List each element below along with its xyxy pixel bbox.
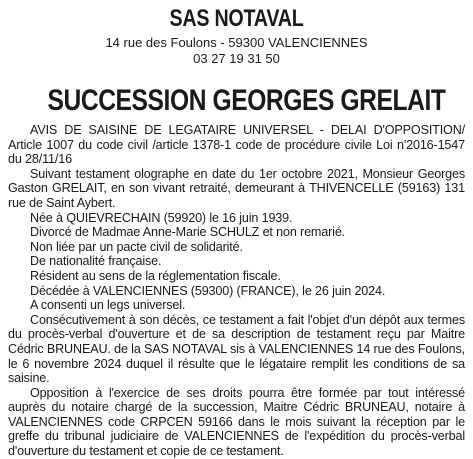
notice-paragraph-legal-basis: AVIS DE SAISINE DE LEGATAIRE UNIVERSEL - DELAI D'OPPOSITION/ Article 1007 du code civil /article 1378-1 code de procédure civile Loi n'2016-1547 du 28/11/16 [8, 123, 465, 167]
notice-body [6, 123, 467, 459]
notice-paragraph-death: Décédée à VALENCIENNES (59300) (FRANCE), le 26 juin 2024. [30, 283, 386, 298]
notary-phone: 03 27 19 31 50 [193, 51, 280, 66]
notice-paragraph-residence: Résident au sens de la réglementation fiscale. [30, 268, 281, 283]
notice-paragraph-nationality: De nationalité française. [30, 254, 162, 269]
notice-paragraph-deposit: Consécutivement à son décès, ce testament a fait l'objet d'un dépôt aux termes du procès-verbal d'ouverture et de sa description de testament reçu par Maitre Cédric BRUNEAU. de la SAS NOTAVAL sis à VALENCIENNES 14 rue des Foulons, le 6 novembre 2024 duquel il résulte que le légataire remplit les conditions de sa saisine. [8, 312, 465, 386]
notice-paragraph-opposition: Opposition à l'exercice de ses droits pourra être formée par tout intéressé auprès du notaire chargé de la succession, Maitre Cédric BRUNEAU, notaire à VALENCIENNES code CRPCEN 59166 dans le mois suivant la réception par le greffe du tribunal judiciaire de VALENCIENNES de l'expédition du procès-verbal d'ouverture du testament et copie de ce testament. [8, 385, 465, 459]
notary-firm-name: SAS NOTAVAL [169, 5, 304, 32]
notice-paragraph-birth: Née à QUIEVRECHAIN (59920) le 16 juin 1939. [30, 210, 293, 225]
notice-title: SUCCESSION GEORGES GRELAIT [47, 84, 446, 117]
notice-paragraph-legacy: A consenti un legs universel. [30, 298, 186, 313]
notary-address: 14 rue des Foulons - 59300 VALENCIENNES [105, 35, 368, 50]
notice-paragraph-pacs: Non liée par un pacte civil de solidarité. [30, 239, 243, 254]
notice-paragraph-marital-status: Divorcé de Madmae Anne-Marie SCHULZ et non remarié. [30, 225, 346, 240]
notary-header [6, 6, 467, 67]
notice-paragraph-testament: Suivant testament olographe en date du 1er octobre 2021, Monsieur Georges Gaston GRELAIT, en son vivant retraité, demeurant à THIVENCELLE (59163) 131 rue de Saint Aybert. [8, 166, 465, 210]
